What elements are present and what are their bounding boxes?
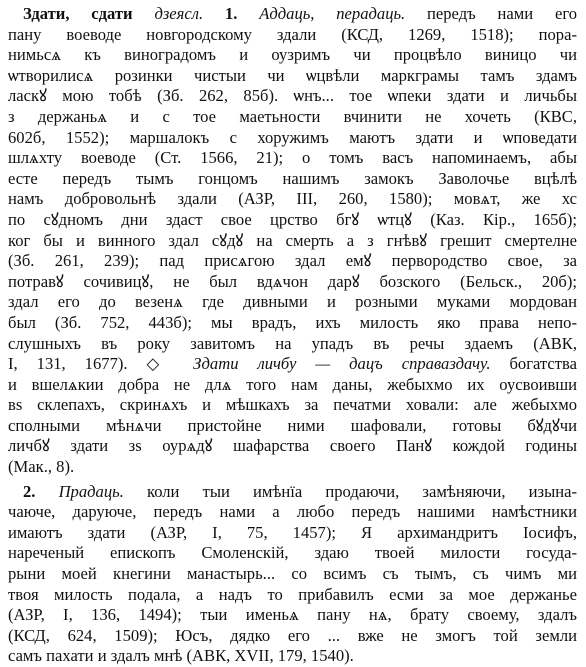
dictionary-entry bbox=[8, 4, 577, 667]
headword-run: 2. bbox=[23, 481, 59, 501]
text-run: имаютъ здати (АЗР, I, 75, 1457); Я архимандритъ Іосифъ, bbox=[8, 522, 577, 542]
text-run: и вшелѧкии добра не длѧ того нам даны, жебыхмо их оусвоивши bbox=[8, 374, 577, 394]
entry-line bbox=[8, 436, 577, 457]
gloss-run: Здати личбу — дацъ справаздачу. bbox=[193, 354, 491, 374]
entry-line bbox=[8, 313, 577, 334]
entry-line bbox=[8, 585, 577, 606]
entry-sense-1 bbox=[8, 4, 577, 478]
entry-line bbox=[8, 189, 577, 210]
text-run: з держаньѧ и с тое маетьности вчинити не хочеть (КВС, bbox=[8, 106, 577, 126]
entry-line bbox=[8, 251, 577, 272]
entry-line bbox=[8, 25, 577, 46]
entry-line bbox=[8, 626, 577, 647]
text-run: здал его до везенѧ где дивными и розными муками мордован bbox=[8, 292, 577, 312]
text-run: рыни моей кнегини манастырь... со всимъ съ тымъ, съ чимъ ми bbox=[8, 564, 577, 584]
entry-line bbox=[8, 523, 577, 544]
entry-line bbox=[8, 272, 577, 293]
entry-line bbox=[8, 45, 577, 66]
entry-line bbox=[8, 4, 577, 25]
text-run: (АЗР, I, 136, 1494); тыи именьѧ пану нѧ, брату своему, здалъ bbox=[8, 605, 577, 625]
text-run: нареченый епископъ Смоленскій, здаю твоей милости госуда- bbox=[8, 543, 577, 563]
gloss-run: дзеясл. bbox=[154, 4, 225, 23]
entry-line bbox=[8, 457, 577, 478]
entry-line bbox=[8, 564, 577, 585]
entry-line bbox=[8, 148, 577, 169]
text-run: сполными мѣнѧчи пристойне ними шафовали, готовы бꙋдꙋчи bbox=[8, 415, 577, 435]
entry-line bbox=[8, 502, 577, 523]
text-run: самъ пахати и здалъ мнѣ (АВК, XVII, 179, 1540). bbox=[8, 646, 354, 666]
entry-sense-2 bbox=[8, 482, 577, 667]
text-run: пану воеводе новгородскому здали (КСД, 1269, 1518); пора- bbox=[8, 24, 577, 44]
entry-line bbox=[8, 543, 577, 564]
entry-line bbox=[8, 375, 577, 396]
text-run: ѡтворилисѧ розинки чистыи чи ѡцвѣли маркграмы тамъ здамъ bbox=[8, 65, 577, 85]
headword-run: Здати, сдати bbox=[23, 4, 155, 23]
text-run: есте передъ тымъ гонцомъ нашимъ замокъ Заволочье вцѣлѣ bbox=[8, 168, 577, 188]
text-run: (Мак., 8). bbox=[8, 457, 75, 477]
text-run: 602б, 1552); маршалокъ с хоружимъ маютъ здати и ѡповедати bbox=[8, 127, 577, 147]
text-run: передъ нами его bbox=[405, 4, 577, 23]
text-run: I, 131, 1677). ◇ bbox=[8, 354, 194, 374]
text-run: потравꙋ сочивицꙋ, не был вдѧчон дарꙋ бозского (Бельск., 20б); bbox=[8, 271, 577, 291]
text-run: ласкꙋ мою тобѣ (Зб. 262, 85б). ѡнъ... тое ѡпеки здати и личьбы bbox=[8, 86, 577, 106]
text-run: коли тыи имѣнїа продаючи, замѣняючи, изына- bbox=[123, 481, 577, 501]
text-run: ког бы и винного здал сꙋдꙋ на смерть а з гнѣвꙋ грешит смертелне bbox=[8, 230, 577, 250]
text-run: твоя милость подала, а надъ то прибавилъ есми за мое держанье bbox=[8, 584, 577, 604]
entry-line bbox=[8, 646, 577, 667]
entry-line bbox=[8, 482, 577, 503]
entry-line bbox=[8, 354, 577, 375]
entry-line bbox=[8, 395, 577, 416]
entry-line bbox=[8, 292, 577, 313]
text-run: личбꙋ здати зѕ оурѧдꙋ шафарства своего Панꙋ кождой годины bbox=[8, 436, 577, 456]
entry-line bbox=[8, 605, 577, 626]
text-run: шлѧхту воеводе (Ст. 1566, 21); о томъ васъ напоминаемъ, абы bbox=[8, 148, 577, 168]
text-run: богатства bbox=[490, 354, 577, 374]
entry-line bbox=[8, 128, 577, 149]
text-run: слушныхъ въ року завитомъ на упадъ въ речы здаемъ (АВК, bbox=[8, 333, 577, 353]
text-run: чаюче, даруюче, передъ нами а любо передъ нашими намѣстники bbox=[8, 502, 577, 522]
entry-line bbox=[8, 416, 577, 437]
entry-line bbox=[8, 210, 577, 231]
text-run: нимьсѧ къ виноградомъ и оузримъ чи процвѣло виницо чи bbox=[8, 45, 577, 65]
gloss-run: Аддаць, перадаць. bbox=[259, 4, 406, 23]
text-run: по сꙋдномъ дни здаст свое црство бгꙋ ѡтцꙋ (Каз. Кір., 165б); bbox=[8, 209, 577, 229]
gloss-run: Прадаць. bbox=[58, 481, 124, 501]
text-run: (Зб. 261, 239); пад присѧгою здал емꙋ первородство свое, за bbox=[8, 251, 577, 271]
entry-line bbox=[8, 334, 577, 355]
entry-line bbox=[8, 86, 577, 107]
headword-run: 1. bbox=[224, 4, 260, 23]
text-run: был (Зб. 752, 443б); мы врадъ, ихъ милость яко права непо- bbox=[8, 312, 577, 332]
entry-line bbox=[8, 107, 577, 128]
entry-line bbox=[8, 231, 577, 252]
entry-line bbox=[8, 169, 577, 190]
text-run: (КСД, 624, 1509); Юсъ, дядко его ... вже не змогъ той земли bbox=[8, 625, 577, 645]
text-run: намъ добровольнѣ здали (АЗР, III, 260, 1580); мовѧт, же хс bbox=[8, 189, 577, 209]
entry-line bbox=[8, 66, 577, 87]
text-run: вѕ склепахъ, скринѧхъ и мѣшкахъ за печатми ховали: але жебыхмо bbox=[8, 395, 577, 415]
